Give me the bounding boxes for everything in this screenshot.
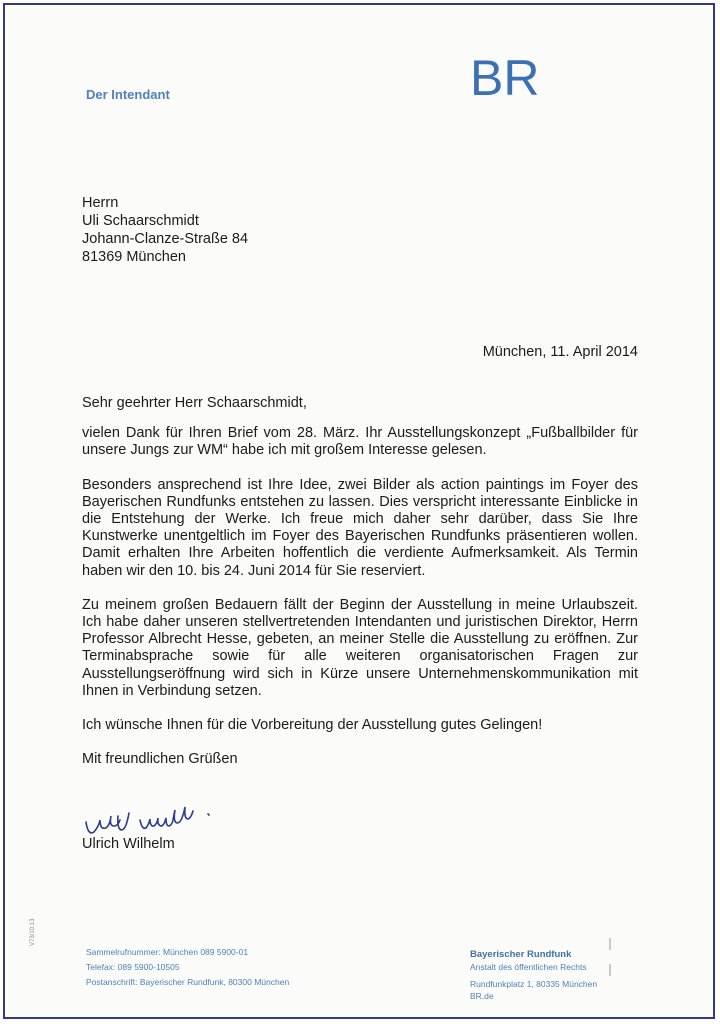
footer-contact [86,945,289,990]
br-logo-text: BR [470,50,540,106]
recipient-address [82,194,248,266]
footer-website: BR.de [470,991,494,1001]
footer-phone: Sammelrufnummer: München 089 5900-01 [86,947,249,957]
letter-date: München, 11. April 2014 [482,344,638,360]
footer-org-name: Bayerischer Rundfunk [470,949,572,960]
paragraph-4: Ich wünsche Ihnen für die Vorbereitung der Ausstellung gutes Gelingen! [82,717,543,734]
paragraph-3: Zu meinem großen Bedauern fällt der Beginn der Ausstellung in meine Urlaubszeit. Ich habe daher unseren stellvertretenden Intendanten und juristischen Direktor, Herrn Professor Albrecht Hesse, gebeten, an meiner Stelle die Ausstellung zu eröffnen. Zur Terminabsprache sowie für alle weiteren organisatorischen Fragen zur Ausstellungseröffnung wird sich in Kürze unsere Unternehmenskommunikation mit Ihnen in Verbindung setzen. [82,596,638,699]
fold-mark [609,938,611,976]
footer-fax: Telefax: 089 5900-10505 [86,962,180,972]
letter-closing: Mit freundlichen Grüßen [82,751,238,768]
recipient-name: Uli Schaarschmidt [82,213,199,229]
footer-postal: Postanschrift: Bayerischer Rundfunk, 80300 München [86,977,290,987]
paragraph-2: Besonders ansprechend ist Ihre Idee, zwei Bilder als action paintings im Foyer des Bayerischen Rundfunks entstehen zu lassen. Dies verspricht interessante Einblicke in die Entstehung der Werke. Ich freue mich daher sehr darüber, dass Sie Ihre Kunstwerke unentgeltlich im Foyer des Bayerischen Rundfunks präsentieren wollen. Damit erhalten Ihre Arbeiten hoffentlich die verdiente Aufmerksamkeit. Als Termin haben wir den 10. bis 24. Juni 2014 für Sie reserviert. [82,476,638,579]
footer-organization [470,949,597,1002]
form-code: V73/10.13 [30,918,36,946]
recipient-street: Johann-Clanze-Straße 84 [82,231,249,247]
signer-name: Ulrich Wilhelm [82,836,175,852]
footer-org-address: Rundfunkplatz 1, 80335 München [470,979,598,989]
paragraph-1: vielen Dank für Ihren Brief vom 28. März. Ihr Ausstellungskonzept „Fußballbilder für unsere Jungs zur WM“ habe ich mit großem Interesse gelesen. [82,425,638,459]
letter-body [82,395,638,785]
letter-greeting: Sehr geehrter Herr Schaarschmidt, [82,395,307,411]
department-label: Der Intendant [86,87,170,102]
footer-org-type: Anstalt des öffentlichen Rechts [470,962,587,972]
recipient-city: 81369 München [82,249,186,265]
recipient-salutation: Herrn [82,195,119,211]
br-logo [470,50,540,106]
